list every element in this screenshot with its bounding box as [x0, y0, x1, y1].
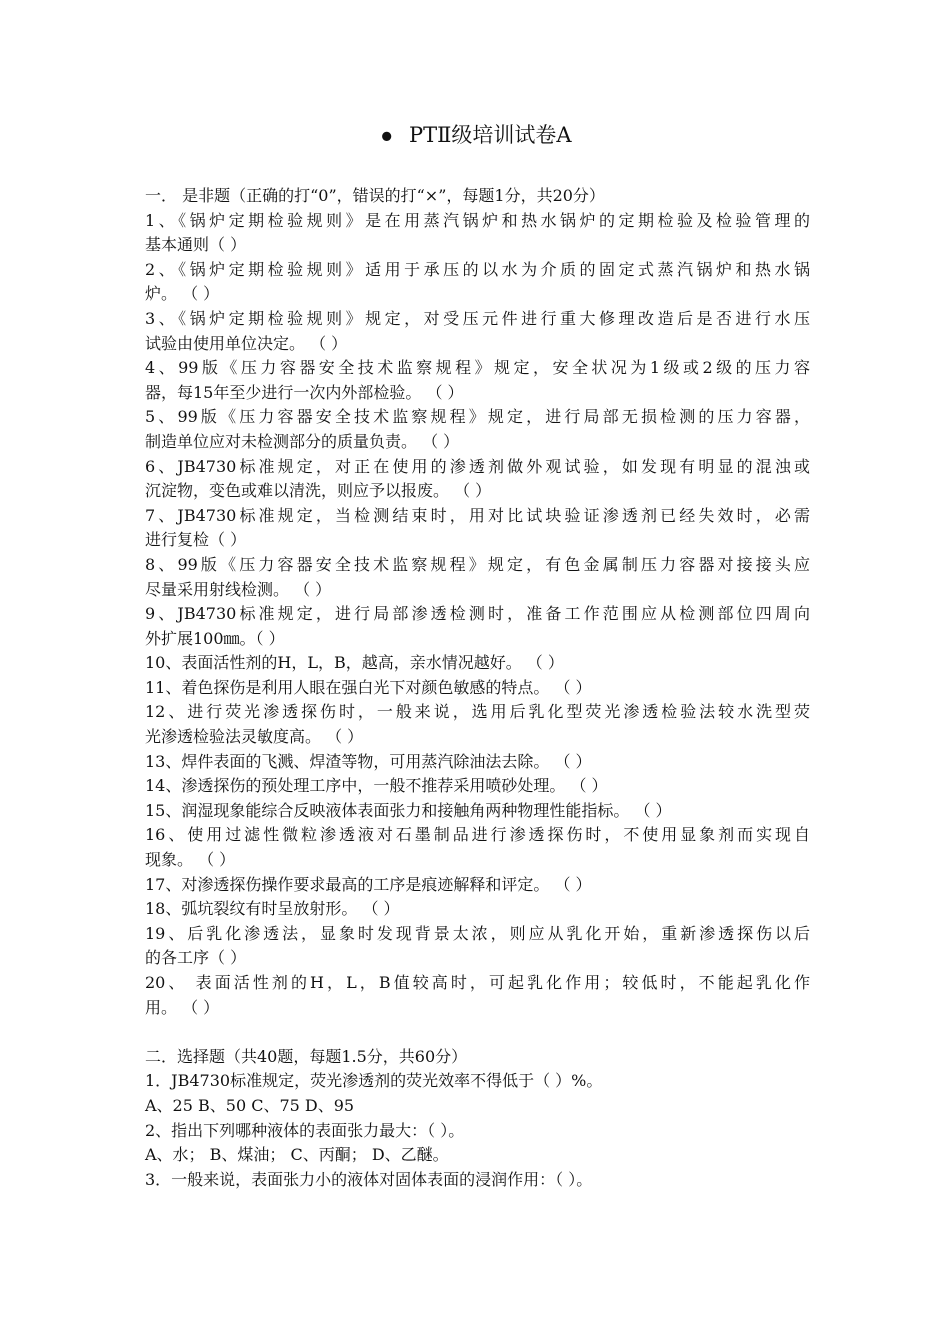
section-gap [145, 1020, 810, 1045]
question-line: 19、后乳化渗透法，显象时发现背景太浓，则应从乳化开始，重新渗透探伤以后 [145, 923, 810, 943]
question-line: 6、JB4730标准规定，对正在使用的渗透剂做外观试验，如发现有明显的混浊或 [145, 456, 810, 476]
section2-questions [145, 1069, 810, 1192]
question-line: 现象。 （ ） [145, 850, 236, 870]
question-line: 试验由使用单位决定。 （ ） [145, 333, 348, 353]
question-line: 15、润湿现象能综合反映液体表面张力和接触角两种物理性能指标。 （ ） [145, 800, 672, 820]
question-line: 14、渗透探伤的预处理工序中，一般不推荐采用喷砂处理。 （ ） [145, 776, 608, 796]
question-line: 1．JB4730标准规定，荧光渗透剂的荧光效率不得低于（ ）%。 [145, 1071, 603, 1091]
question-line: 9、JB4730标准规定，进行局部渗透检测时，准备工作范围应从检测部位四周向 [145, 604, 810, 624]
question-line: 制造单位应对未检测部分的质量负责。 （ ） [145, 431, 460, 451]
question-line: 外扩展100㎜。（ ） [145, 628, 285, 648]
question-line: 8、99版《压力容器安全技术监察规程》规定，有色金属制压力容器对接接头应 [145, 554, 810, 574]
section2-heading: 二．选择题（共40题，每题1.5分，共60分） [145, 1046, 468, 1066]
title-row [0, 118, 950, 155]
question-line: 1、《锅炉定期检验规则》是在用蒸汽锅炉和热水锅炉的定期检验及检验管理的 [145, 210, 810, 230]
question-line: 13、焊件表面的飞溅、焊渣等物，可用蒸汽除油法去除。 （ ） [145, 751, 592, 771]
question-line: 用。 （ ） [145, 997, 220, 1017]
section1-questions [145, 209, 810, 1021]
section1-heading: 一． 是非题（正确的打“0”，错误的打“×”，每题1分，共20分） [145, 186, 605, 205]
question-line: 17、对渗透探伤操作要求最高的工序是痕迹解释和评定。 （ ） [145, 874, 592, 894]
question-line: 18、弧坑裂纹有时呈放射形。 （ ） [145, 899, 400, 919]
question-line: 7、JB4730标准规定，当检测结束时，用对比试块验证渗透剂已经失效时，必需 [145, 505, 810, 525]
document-body [145, 184, 810, 1192]
question-line: 尽量采用射线检测。 （ ） [145, 579, 332, 599]
question-line: 沉淀物，变色或难以清洗，则应予以报废。 （ ） [145, 481, 492, 501]
bullet-dot: • [378, 123, 396, 153]
question-line: A、水； B、煤油； C、丙酮； D、乙醚。 [145, 1145, 449, 1165]
question-line: 10、表面活性剂的H，L，B，越高，亲水情况越好。 （ ） [145, 653, 564, 673]
question-line: 器，每15年至少进行一次内外部检验。 （ ） [145, 382, 464, 402]
question-line: 12、进行荧光渗透探伤时，一般来说，选用后乳化型荧光渗透检验法较水洗型荧 [145, 702, 810, 722]
question-line: 16、使用过滤性微粒渗透液对石墨制品进行渗透探伤时，不使用显象剂而实现自 [145, 825, 810, 845]
question-line: A、25 B、50 C、75 D、95 [145, 1095, 355, 1115]
question-line: 光渗透检验法灵敏度高。 （ ） [145, 727, 364, 747]
question-line: 的各工序（ ） [145, 948, 247, 968]
question-line: 11、着色探伤是利用人眼在强白光下对颜色敏感的特点。 （ ） [145, 677, 592, 697]
question-line: 3、《锅炉定期检验规则》规定，对受压元件进行重大修理改造后是否进行水压 [145, 308, 810, 328]
question-line: 基本通则（ ） [145, 235, 247, 255]
question-line: 3．一般来说，表面张力小的液体对固体表面的浸润作用：（ ）。 [145, 1169, 593, 1189]
question-line: 5、99版《压力容器安全技术监察规程》规定，进行局部无损检测的压力容器， [145, 407, 810, 427]
question-line: 2、《锅炉定期检验规则》适用于承压的以水为介质的固定式蒸汽锅炉和热水锅 [145, 259, 810, 279]
question-line: 炉。 （ ） [145, 284, 220, 304]
question-line: 2、指出下列哪种液体的表面张力最大：（ ）。 [145, 1120, 465, 1140]
question-line: 20、 表面活性剂的H，L，B值较高时，可起乳化作用；较低时，不能起乳化作 [145, 973, 810, 992]
question-line: 4、99版《压力容器安全技术监察规程》规定，安全状况为1级或2级的压力容 [145, 358, 810, 378]
page-title: PTⅡ级培训试卷A [409, 123, 572, 147]
question-line: 进行复检（ ） [145, 530, 247, 550]
